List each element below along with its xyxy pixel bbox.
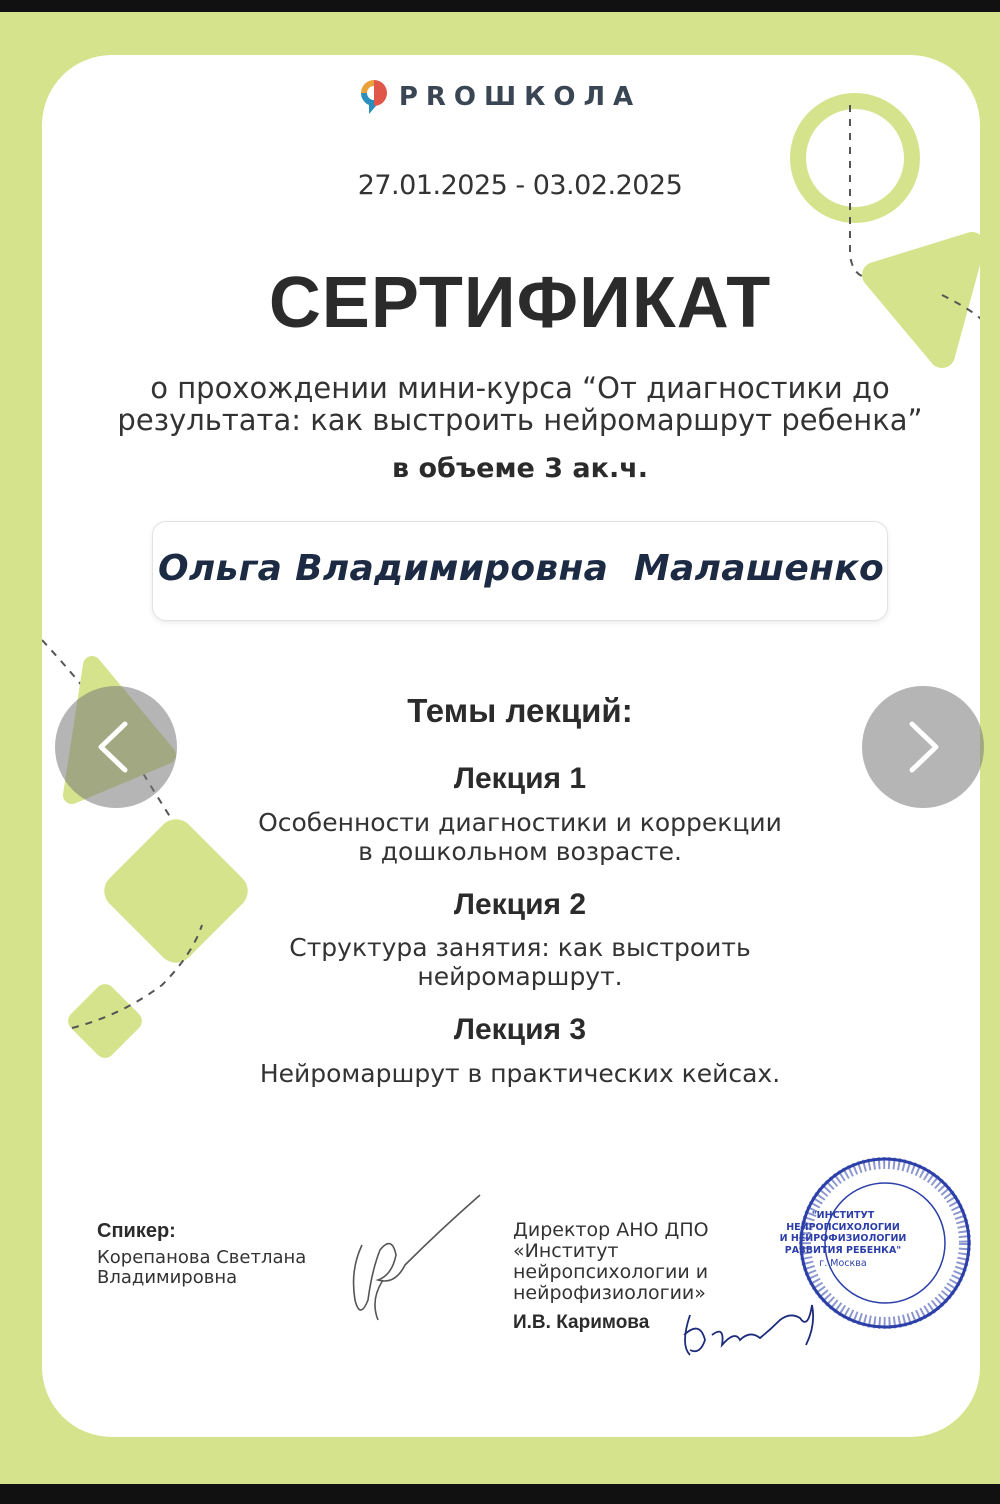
speaker-name-line: Владимировна <box>97 1267 238 1288</box>
stamp-line: "ИНСТИТУТ <box>811 1210 875 1221</box>
brand-logo <box>0 78 1000 118</box>
lecture-description <box>170 1059 870 1088</box>
stamp-line: РАЗВИТИЯ РЕБЕНКА" <box>784 1244 902 1256</box>
speaker-name <box>97 1248 337 1288</box>
lecture-title: Лекция 1 <box>453 762 587 795</box>
lecture-line: Особенности диагностики и коррекции <box>258 808 782 837</box>
lecture-description <box>170 808 870 866</box>
certificate-subtitle <box>90 372 950 436</box>
top-status-bar <box>0 0 1000 12</box>
director-line: «Институт <box>513 1240 619 1262</box>
subtitle-line: результата: как выстроить нейромаршрут ребенка” <box>117 403 923 437</box>
stamp-text <box>778 1210 908 1270</box>
lecture-line: в дошкольном возрасте. <box>358 837 682 866</box>
course-dates: 27.01.2025 - 03.02.2025 <box>357 170 683 201</box>
director-name: И.В. Каримова <box>513 1312 650 1333</box>
director-line: нейропсихологии и <box>513 1261 709 1283</box>
lecture-title: Лекция 2 <box>453 888 587 921</box>
lecture-line: Нейромаршрут в практических кейсах. <box>259 1059 781 1088</box>
recipient-name: Ольга Владимировна Малашенко <box>157 548 885 589</box>
stamp-line: И НЕЙРОФИЗИОЛОГИИ <box>779 1233 907 1244</box>
lecture-line: нейромаршрут. <box>417 962 623 991</box>
speaker-name-line: Корепанова Светлана <box>97 1247 307 1268</box>
logo-pin-icon <box>359 78 389 116</box>
director-line: Директор АНО ДПО <box>513 1219 709 1241</box>
previous-slide-button[interactable] <box>55 686 177 808</box>
lecture-line: Структура занятия: как выстроить <box>289 933 751 962</box>
chevron-left-icon <box>55 686 177 808</box>
logo-text: PROШКОЛА <box>398 82 642 112</box>
next-slide-button[interactable] <box>862 686 984 808</box>
stamp-line: НЕЙРОПСИХОЛОГИИ <box>786 1221 900 1233</box>
certificate-title: СЕРТИФИКАТ <box>268 263 772 343</box>
chevron-right-icon <box>862 686 984 808</box>
director-title <box>513 1220 753 1304</box>
director-line: нейрофизиологии» <box>513 1282 706 1304</box>
lecture-title: Лекция 3 <box>453 1013 587 1046</box>
subtitle-line: о прохождении мини-курса “От диагностики до <box>150 371 890 405</box>
lecture-description <box>170 933 870 991</box>
speaker-label: Спикер: <box>97 1220 176 1242</box>
bottom-bar <box>0 1484 1000 1504</box>
course-volume: в объеме 3 ак.ч. <box>391 453 649 484</box>
lectures-heading: Темы лекций: <box>407 692 633 729</box>
stamp-city: г. Москва <box>819 1258 867 1269</box>
